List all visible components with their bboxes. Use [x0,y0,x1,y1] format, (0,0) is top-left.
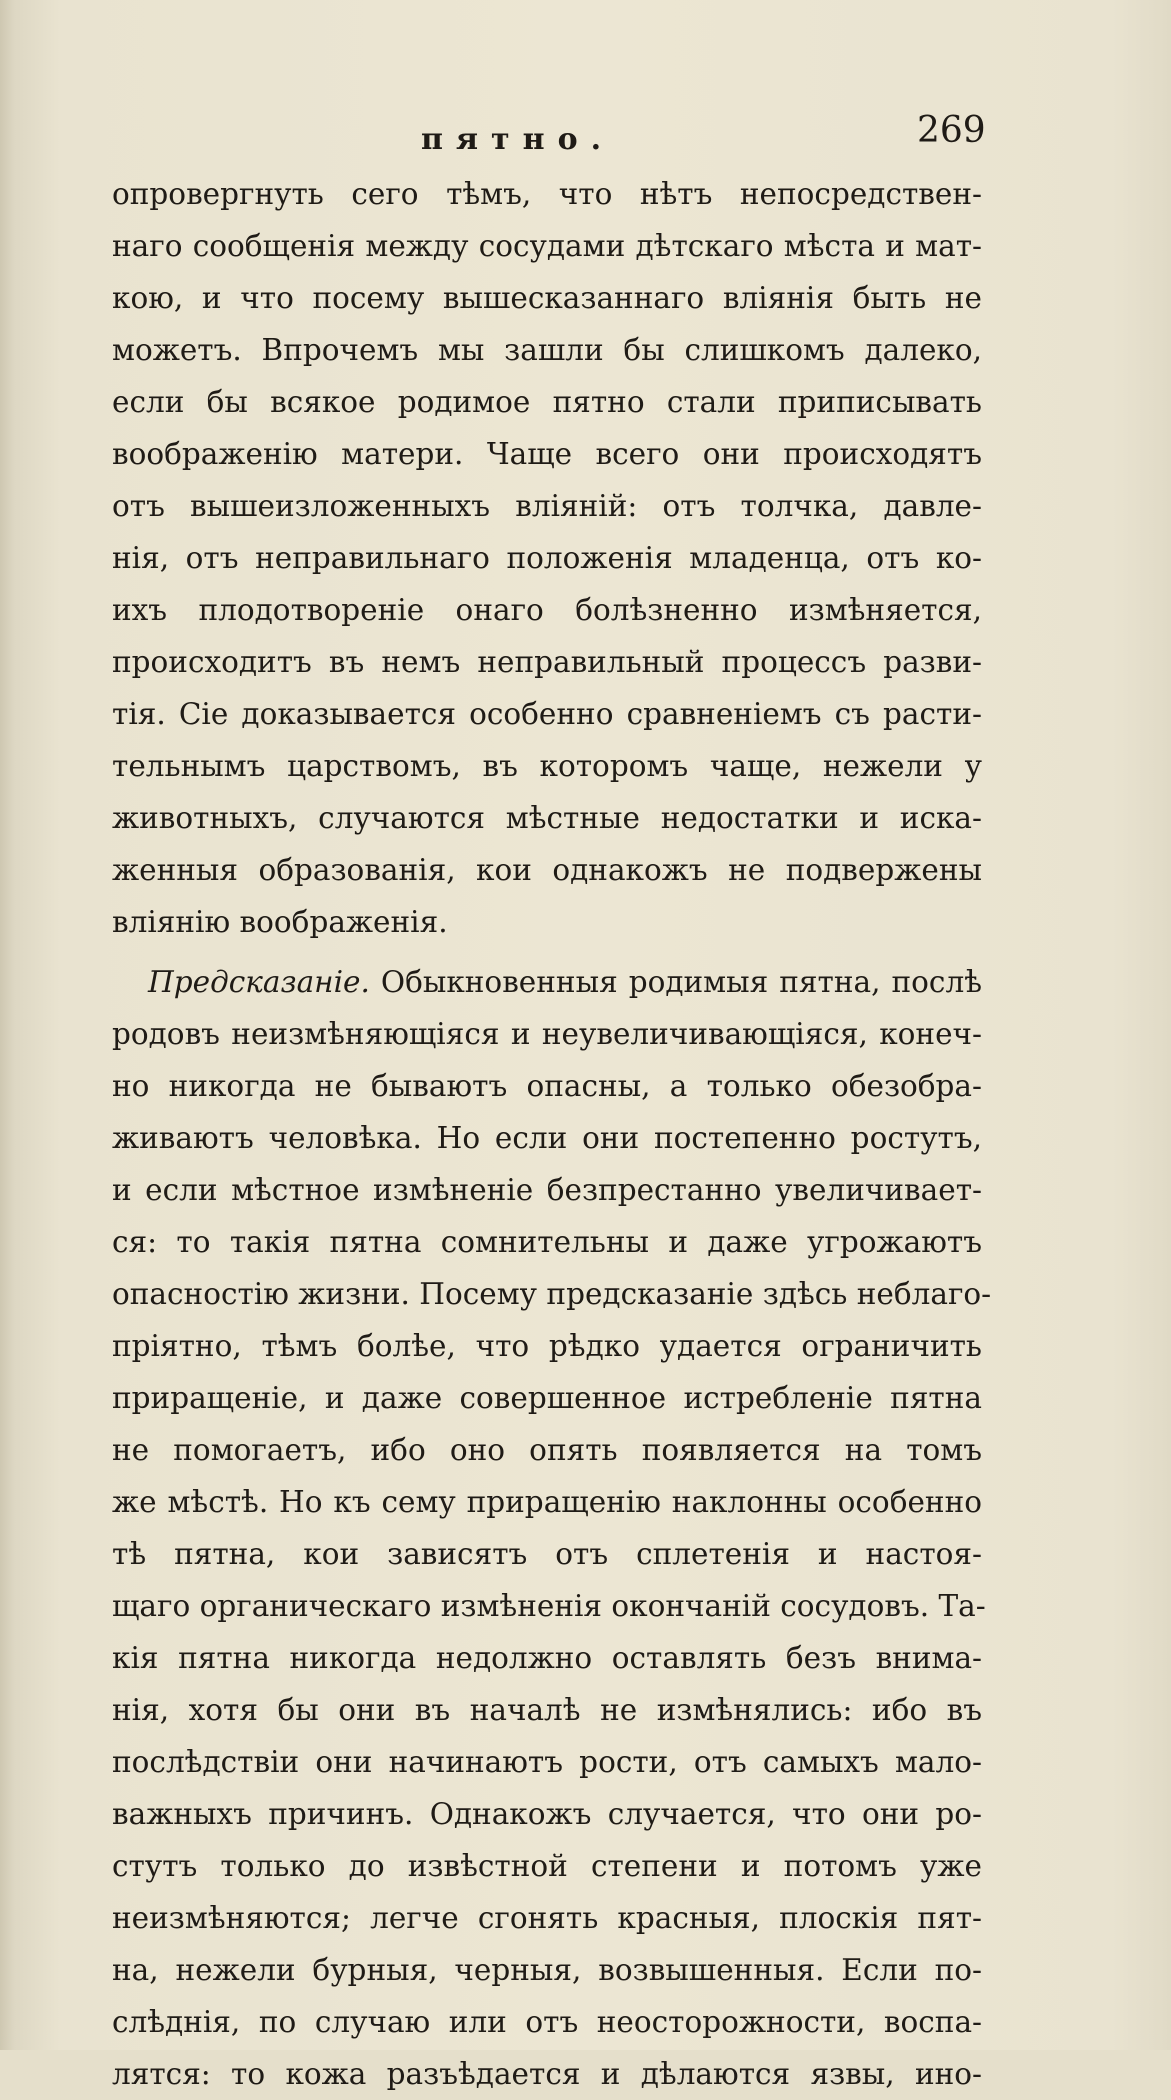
text-line: можетъ. Впрочемъ мы зашли бы слишкомъ далеко, [112,333,982,367]
running-title: пятно. [420,122,615,157]
text-line: тельнымъ царствомъ, въ которомъ чаще, нежели у [112,749,982,783]
text-line: послѣдствіи они начинаютъ рости, отъ самыхъ мало- [112,1745,982,1779]
text-line: тѣ пятна, кои зависятъ отъ сплетенія и настоя- [112,1537,982,1571]
text-line: на, нежели бурныя, черныя, возвышенныя. Если по- [112,1953,982,1987]
text-line: опровергнуть сего тѣмъ, что нѣтъ непосредствен- [112,177,982,211]
text-line: стутъ только до извѣстной степени и потомъ уже [112,1849,982,1883]
text-line: нія, хотя бы они въ началѣ не измѣнялись: ибо въ [112,1693,982,1727]
text-line: слѣднія, по случаю или отъ неосторожности, воспа- [112,2005,982,2039]
text-line: не помогаетъ, ибо оно опять появляется на томъ [112,1433,982,1467]
text-line: отъ вышеизложенныхъ вліяній: отъ толчка, давле- [112,489,982,523]
text-line: лятся: то кожа разъѣдается и дѣлаются язвы, ино- [112,2057,982,2091]
text-line: же мѣстѣ. Но къ сему приращенію наклонны особенно [112,1485,982,1519]
text-line: тія. Сіе доказывается особенно сравненіемъ съ расти- [112,697,982,731]
paragraph-gap [112,948,982,956]
text-line: вліянію воображенія. [112,905,448,939]
text-line: родовъ неизмѣняющіяся и неувеличивающіяся, конеч- [112,1017,982,1051]
text-line: воображенію матери. Чаще всего они происходятъ [112,437,982,471]
text-line: живаютъ человѣка. Но если они постепенно ростутъ, [112,1121,982,1155]
text-line: нія, отъ неправильнаго положенія младенца, отъ ко- [112,541,982,575]
text-line: пріятно, тѣмъ болѣе, что рѣдко удается ограничить [112,1329,982,1363]
text-line [112,956,982,1008]
paragraph-2 [112,956,992,2100]
text-run: Обыкновенныя родимыя пятна, послѣ [369,965,982,999]
text-line: если бы всякое родимое пятно стали приписывать [112,385,982,419]
paragraph-1 [112,168,982,948]
text-line: неизмѣняются; легче сгонять красныя, плоскія пят- [112,1901,982,1935]
text-line: опасностію жизни. Посему предсказаніе здѣсь неблаго- [112,1277,992,1311]
text-line: ихъ плодотвореніе онаго болѣзненно измѣняется, [112,593,982,627]
text-line: кою, и что посему вышесказаннаго вліянія быть не [112,281,982,315]
text-line: наго сообщенія между сосудами дѣтскаго мѣста и мат- [112,229,982,263]
text-line: приращеніе, и даже совершенное истребленіе пятна [112,1381,982,1415]
text-line: ся: то такія пятна сомнительны и даже угрожаютъ [112,1225,982,1259]
text-line: женныя образованія, кои однакожъ не подвержены [112,853,982,887]
page-number: 269 [917,110,986,151]
text-line: но никогда не бываютъ опасны, а только обезобра- [112,1069,982,1103]
text-line: важныхъ причинъ. Однакожъ случается, что они ро- [112,1797,982,1831]
text-line: кія пятна никогда недолжно оставлять безъ внима- [112,1641,982,1675]
text-line: животныхъ, случаются мѣстные недостатки и иска- [112,801,982,835]
section-lead: Предсказаніе. [148,965,370,999]
text-line: и если мѣстное измѣненіе безпрестанно увеличивает- [112,1173,982,1207]
text-line: щаго органическаго измѣненія окончаній сосудовъ. Та- [112,1589,986,1623]
text-line: происходитъ въ немъ неправильный процессъ разви- [112,645,982,679]
body-text [112,168,992,2100]
